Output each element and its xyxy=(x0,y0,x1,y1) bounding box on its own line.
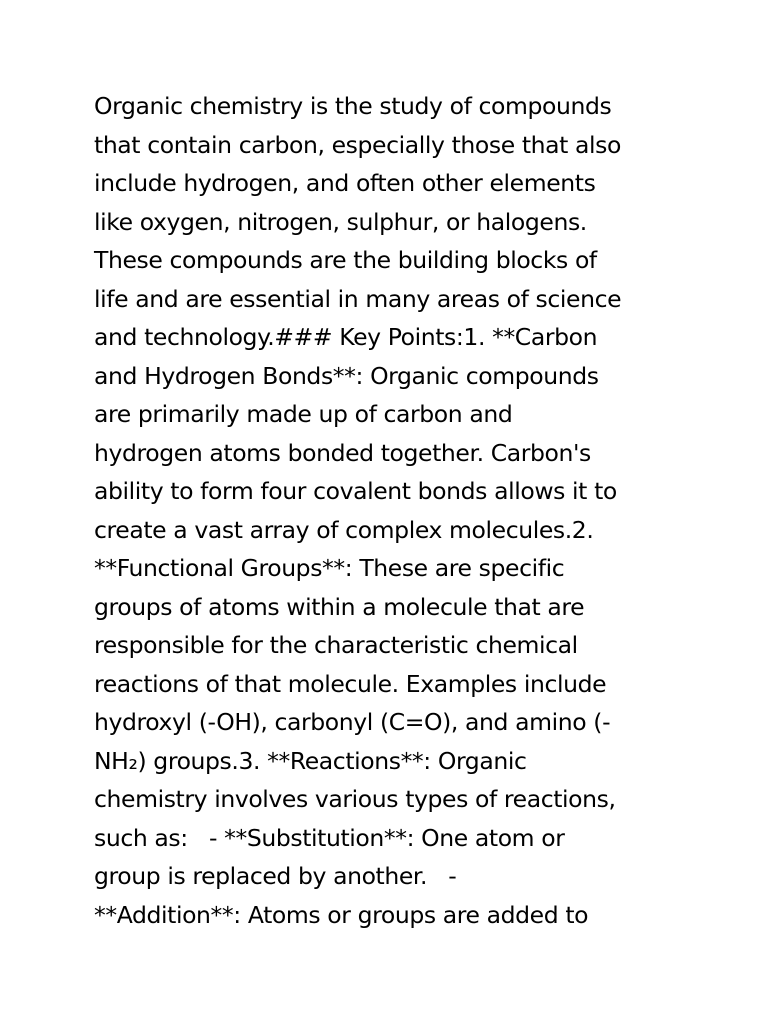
text-line: that contain carbon, especially those that also xyxy=(94,130,621,159)
text-line: These compounds are the building blocks of xyxy=(94,246,597,274)
text-line: such as: - **Substitution**: One atom or xyxy=(94,823,565,852)
text-line: are primarily made up of carbon and xyxy=(94,400,513,428)
text-line: **Addition**: Atoms or groups are added to xyxy=(94,900,589,929)
text-line: like oxygen, nitrogen, sulphur, or halogens. xyxy=(94,207,587,236)
text-line: ability to form four covalent bonds allows it to xyxy=(94,477,617,505)
text-line: and technology.### Key Points:1. **Carbon xyxy=(94,323,598,351)
text-line: chemistry involves various types of reactions, xyxy=(94,785,616,813)
text-line: hydrogen atoms bonded together. Carbon's xyxy=(94,438,591,467)
text-line: and Hydrogen Bonds**: Organic compounds xyxy=(94,361,599,390)
body-text xyxy=(94,87,694,934)
text-line: group is replaced by another. - xyxy=(94,862,457,890)
text-line: create a vast array of complex molecules.2. xyxy=(94,515,594,544)
text-line: hydroxyl (-OH), carbonyl (C=O), and amino (- xyxy=(94,708,611,736)
text-line: Organic chemistry is the study of compounds xyxy=(94,92,612,120)
text-line: groups of atoms within a molecule that are xyxy=(94,592,585,621)
text-line: responsible for the characteristic chemical xyxy=(94,631,578,659)
text-line: life and are essential in many areas of science xyxy=(94,284,622,313)
text-line: **Functional Groups**: These are specific xyxy=(94,554,565,582)
text-line: include hydrogen, and often other elements xyxy=(94,169,596,197)
text-line: reactions of that molecule. Examples include xyxy=(94,669,607,698)
text-line: NH₂) groups.3. **Reactions**: Organic xyxy=(94,746,527,775)
